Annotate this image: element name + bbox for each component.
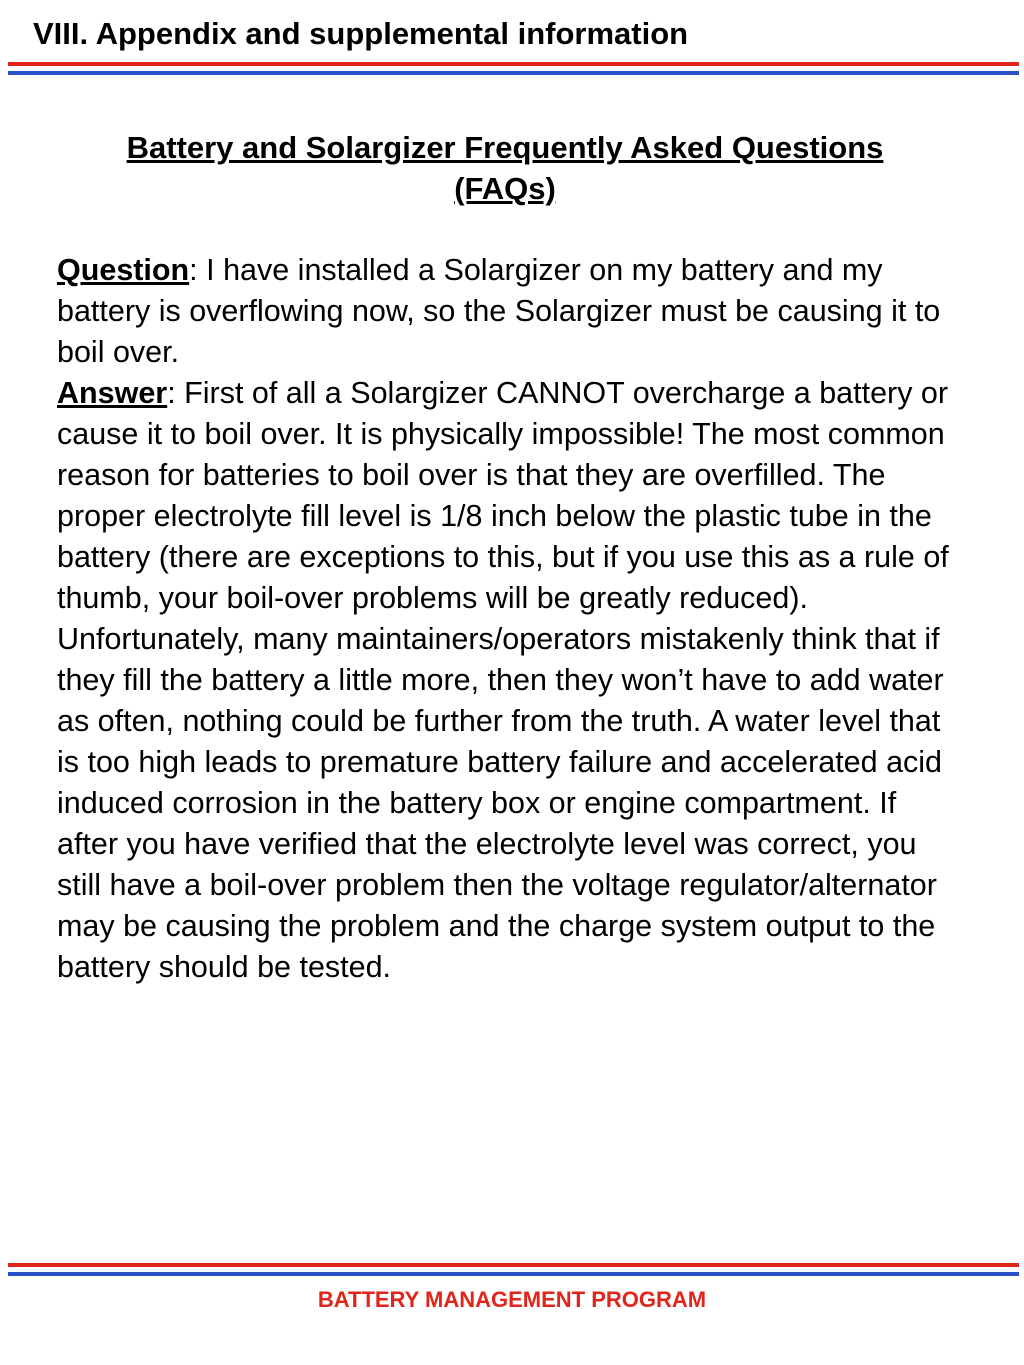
header-rule-red [8,62,1019,66]
section-title: VIII. Appendix and supplemental information [33,16,689,51]
faq-heading [40,127,970,209]
question-text: : I have installed a Solargizer on my battery and my battery is overflowing now, so the Solargizer must be causing it to boil over. [57,253,941,369]
footer-program-name: BATTERY MANAGEMENT PROGRAM [317,1287,707,1312]
faq-body [57,250,957,988]
faq-answer [57,373,957,988]
answer-label: Answer [57,376,168,410]
faq-heading-line1: Battery and Solargizer Frequently Asked Questions [126,130,884,165]
faq-question [57,250,957,373]
header-rule-blue [8,71,1019,75]
faq-heading-line2: (FAQs) [454,171,556,206]
answer-text: : First of all a Solargizer CANNOT overcharge a battery or cause it to boil over. It is physically impossible! The most common reason for batteries to boil over is that they are overfilled. The proper electrolyte fill level is 1/8 inch below the plastic tube in the battery (there are exceptions to this, but if you use this as a rule of thumb, your boil-over problems will be greatly reduced). Unfortunately, many maintainers/operators mistakenly think that if they fill the battery a little more, then they won’t have to add water as often, nothing could be further from the truth. A water level that is too high leads to premature battery failure and accelerated acid induced corrosion in the battery box or engine compartment. If after you have verified that the electrolyte level was correct, you still have a boil-over problem then the voltage regulator/alternator may be causing the problem and the charge system output to the battery should be tested. [57,376,949,984]
question-label: Question [57,253,190,287]
footer-rule-blue [8,1272,1019,1276]
footer-rule-red [8,1263,1019,1267]
